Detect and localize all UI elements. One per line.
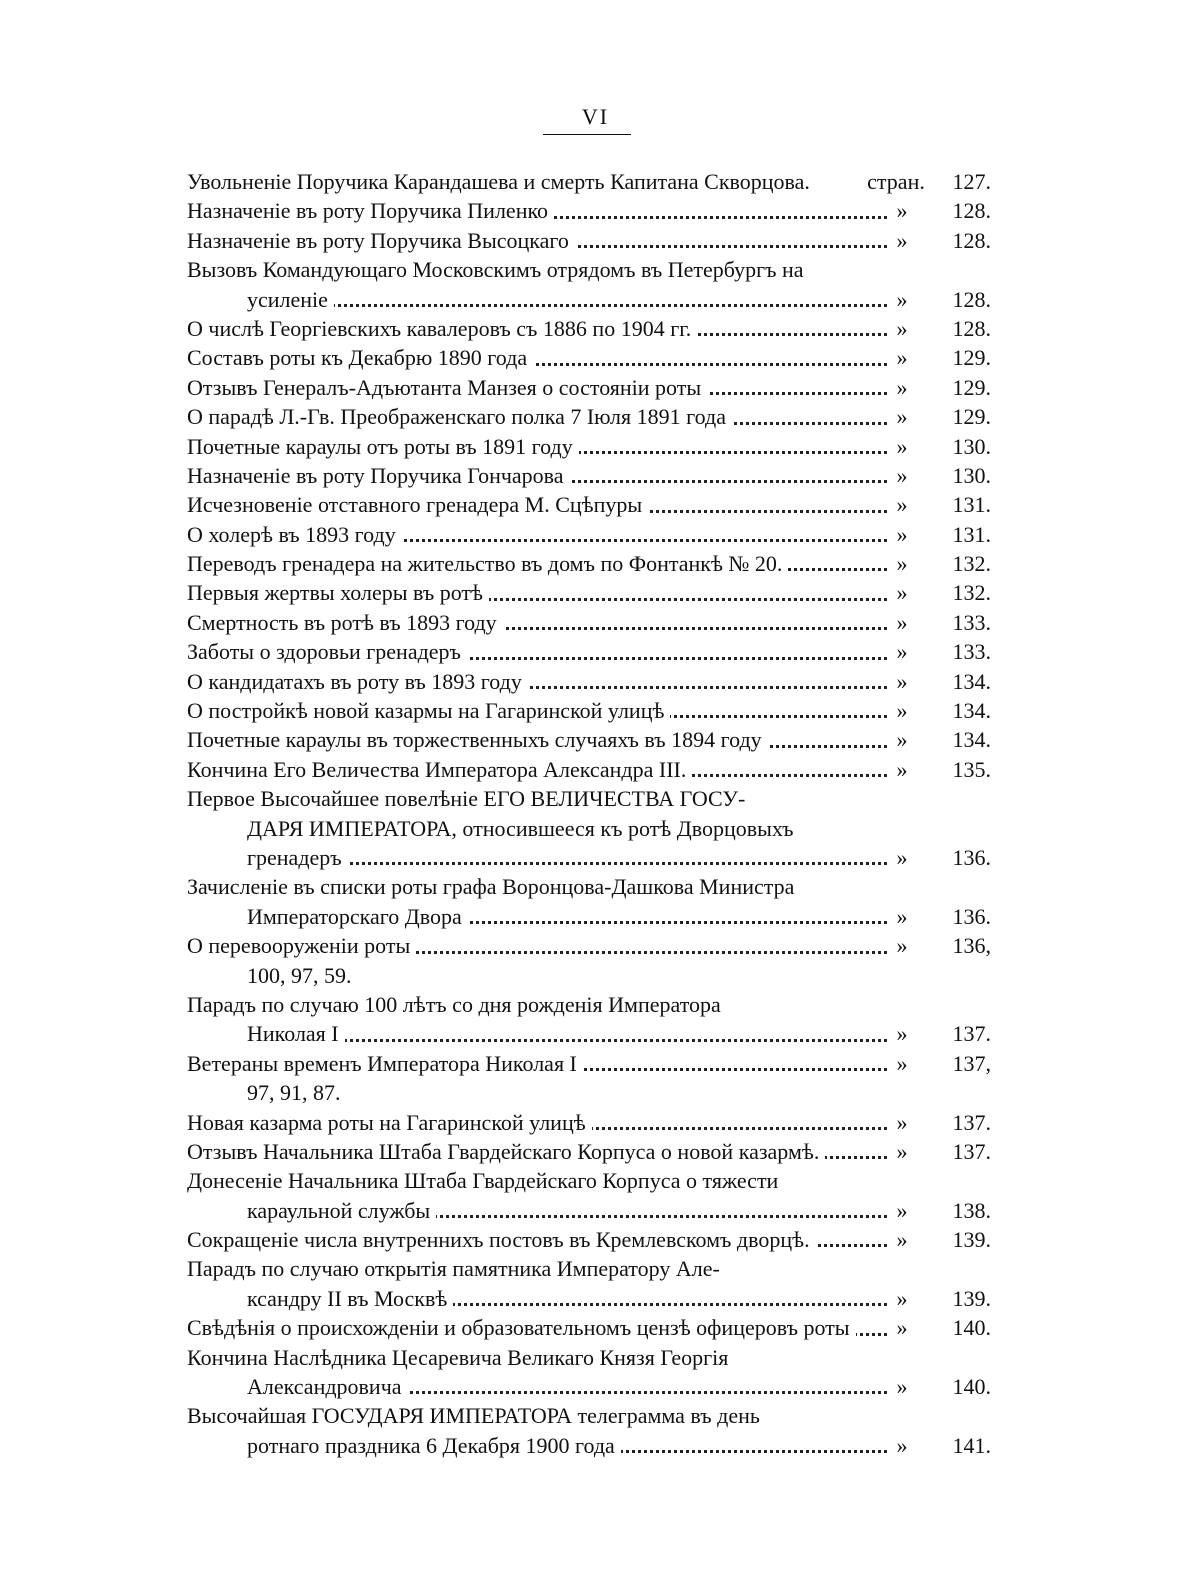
page-number: VI xyxy=(581,104,610,129)
page-reference: 128. xyxy=(952,315,991,341)
toc-entry-title: О постройкѣ новой казармы на Гагаринской улицѣ xyxy=(187,698,670,723)
table-of-contents xyxy=(187,167,1015,1460)
page-reference: 136. xyxy=(952,844,991,870)
toc-entry xyxy=(187,1313,1015,1342)
ditto-mark: » xyxy=(896,1374,908,1400)
toc-entry-title: Свѣдѣнія о происхожденіи и образовательномъ цензѣ офицеровъ роты xyxy=(187,1315,856,1340)
toc-entry-line xyxy=(187,1254,1015,1283)
page-reference: 137, xyxy=(952,1050,991,1076)
toc-entry-line xyxy=(187,814,1015,843)
toc-entry-line xyxy=(187,696,1015,725)
ditto-mark: » xyxy=(896,1138,908,1164)
toc-entry-line xyxy=(187,432,1015,461)
toc-entry-line xyxy=(187,1431,1015,1460)
page-reference: 128. xyxy=(952,227,991,253)
toc-entry-line xyxy=(187,461,1015,490)
ditto-mark: » xyxy=(896,1197,908,1223)
toc-entry-line xyxy=(187,1049,1015,1078)
toc-entry-line xyxy=(187,1284,1015,1313)
toc-entry-line xyxy=(187,1225,1015,1254)
toc-entry-title: Составъ роты къ Декабрю 1890 года xyxy=(187,345,533,370)
toc-entry-title: Отзывъ Начальника Штаба Гвардейскаго Корпуса о новой казармѣ. xyxy=(187,1139,825,1164)
toc-entry-title: Парадъ по случаю 100 лѣтъ со дня рожденія Императора xyxy=(187,992,727,1017)
ditto-mark: » xyxy=(896,198,908,224)
toc-entry xyxy=(187,167,1015,196)
page-reference: 134. xyxy=(952,698,991,724)
toc-entry-title: Новая казарма роты на Гагаринской улицѣ xyxy=(187,1110,592,1135)
toc-entry-line xyxy=(187,872,1015,901)
page-reference: 131. xyxy=(952,492,991,518)
toc-entry-line xyxy=(187,343,1015,372)
page-reference: 131. xyxy=(952,521,991,547)
toc-entry-title: Высочайшая ГОСУДАРЯ ИМПЕРАТОРА телеграмма въ день xyxy=(187,1403,766,1428)
toc-entry-line xyxy=(187,1196,1015,1225)
toc-entry-title: Заботы о здоровьи гренадеръ xyxy=(187,639,467,664)
toc-entry-title: Назначеніе въ роту Поручика Высоцкаго xyxy=(187,228,575,253)
toc-entry-line xyxy=(187,1019,1015,1048)
toc-entry xyxy=(187,1108,1015,1137)
toc-entry-line xyxy=(187,902,1015,931)
toc-entry xyxy=(187,226,1015,255)
ditto-mark: » xyxy=(896,374,908,400)
toc-entry-line xyxy=(187,226,1015,255)
page-reference: 127. xyxy=(952,169,991,194)
page-reference: 138. xyxy=(952,1197,991,1223)
toc-entry-title: Исчезновеніе отставного гренадера М. Сцѣпуры xyxy=(187,492,648,517)
ditto-mark: » xyxy=(896,727,908,753)
toc-entry xyxy=(187,549,1015,578)
page-reference: 129. xyxy=(952,404,991,430)
toc-entry-line xyxy=(187,1108,1015,1137)
toc-entry-title: Первыя жертвы холеры въ ротѣ xyxy=(187,580,489,605)
ditto-mark: » xyxy=(896,1021,908,1047)
ditto-mark: » xyxy=(896,1227,908,1253)
toc-entry-title: Александровича xyxy=(247,1374,408,1399)
toc-entry-line xyxy=(187,1313,1015,1342)
ditto-mark: » xyxy=(896,1109,908,1135)
page-reference: 137. xyxy=(952,1109,991,1135)
toc-entry-title: Кончина Наслѣдника Цесаревича Великаго Князя Георгія xyxy=(187,1345,734,1370)
page-reference: 130. xyxy=(952,433,991,459)
toc-entry xyxy=(187,490,1015,519)
page-reference: 136. xyxy=(952,903,991,929)
toc-entry xyxy=(187,373,1015,402)
toc-entry-title: О числѣ Георгіевскихъ кавалеровъ съ 1886 по 1904 гг. xyxy=(187,316,697,341)
toc-entry-line xyxy=(187,1401,1015,1430)
toc-entry xyxy=(187,1343,1015,1402)
toc-entry-title: О перевооруженіи роты xyxy=(187,933,416,958)
toc-entry xyxy=(187,402,1015,431)
page-reference: 134. xyxy=(952,727,991,753)
toc-entry-line xyxy=(187,314,1015,343)
page-reference: 134. xyxy=(952,668,991,694)
page-reference: 137. xyxy=(952,1138,991,1164)
ditto-mark: » xyxy=(896,639,908,665)
toc-entry-line xyxy=(187,490,1015,519)
ditto-mark: » xyxy=(896,580,908,606)
ditto-mark: » xyxy=(896,756,908,782)
toc-entry-line xyxy=(187,1137,1015,1166)
toc-entry xyxy=(187,667,1015,696)
toc-entry xyxy=(187,1166,1015,1225)
page-reference: 132. xyxy=(952,551,991,577)
toc-entry-title: ксандру II въ Москвѣ xyxy=(247,1286,453,1311)
toc-entry xyxy=(187,314,1015,343)
toc-entry-line xyxy=(187,520,1015,549)
toc-entry xyxy=(187,1049,1015,1108)
toc-entry xyxy=(187,872,1015,931)
toc-entry-title: Сокращеніе числа внутреннихъ постовъ въ Кремлевскомъ дворцѣ. xyxy=(187,1227,816,1252)
page-reference: 133. xyxy=(952,639,991,665)
toc-entry xyxy=(187,343,1015,372)
toc-entry xyxy=(187,520,1015,549)
toc-entry-line xyxy=(187,755,1015,784)
toc-entry-title: Назначеніе въ роту Поручика Пиленко xyxy=(187,198,554,223)
ditto-mark: стран. xyxy=(867,169,925,194)
page-reference: 135. xyxy=(952,756,991,782)
toc-entry-title: Николая I xyxy=(247,1021,345,1046)
ditto-mark: » xyxy=(896,903,908,929)
toc-entry-line xyxy=(187,637,1015,666)
toc-entry-title: Вызовъ Командующаго Московскимъ отрядомъ въ Петербургъ на xyxy=(187,257,810,282)
toc-entry-title: Донесеніе Начальника Штаба Гвардейскаго Корпуса о тяжести xyxy=(187,1168,784,1193)
page-reference: 129. xyxy=(952,345,991,371)
page-reference: 139. xyxy=(952,1227,991,1253)
ditto-mark: » xyxy=(896,286,908,312)
ditto-mark: » xyxy=(896,492,908,518)
toc-entry-line xyxy=(187,931,1015,960)
page-reference: 139. xyxy=(952,1285,991,1311)
toc-entry xyxy=(187,432,1015,461)
toc-entry xyxy=(187,1401,1015,1460)
toc-entry-line xyxy=(187,1372,1015,1401)
additional-pages: 100, 97, 59. xyxy=(247,962,352,988)
toc-entry xyxy=(187,196,1015,225)
page-reference: 140. xyxy=(952,1315,991,1341)
toc-entry-line xyxy=(187,990,1015,1019)
toc-entry xyxy=(187,1254,1015,1313)
toc-entry xyxy=(187,755,1015,784)
toc-entry-title: Почетные караулы въ торжественныхъ случаяхъ въ 1894 году xyxy=(187,727,768,752)
toc-entry xyxy=(187,696,1015,725)
toc-entry xyxy=(187,1225,1015,1254)
toc-entry-line xyxy=(187,578,1015,607)
toc-entry-line xyxy=(187,373,1015,402)
toc-entry xyxy=(187,578,1015,607)
toc-entry-title: Парадъ по случаю открытія памятника Императору Але- xyxy=(187,1256,726,1281)
ditto-mark: » xyxy=(896,521,908,547)
toc-entry-line xyxy=(187,1343,1015,1372)
toc-entry-line xyxy=(187,608,1015,637)
toc-entry-line xyxy=(187,667,1015,696)
toc-entry-title: Зачисленіе въ списки роты графа Воронцова-Дашкова Министра xyxy=(187,874,800,899)
toc-entry xyxy=(187,784,1015,872)
page-reference: 130. xyxy=(952,462,991,488)
toc-entry-line xyxy=(187,549,1015,578)
dot-leader xyxy=(247,304,887,307)
toc-entry-line xyxy=(187,402,1015,431)
toc-entry-title: Ветераны временъ Императора Николая I xyxy=(187,1051,583,1076)
toc-entry-title: Императорскаго Двора xyxy=(247,904,468,929)
toc-entry-line xyxy=(187,843,1015,872)
toc-entry-title: О холерѣ въ 1893 году xyxy=(187,522,402,547)
ditto-mark: » xyxy=(896,1315,908,1341)
page-reference: 137. xyxy=(952,1021,991,1047)
toc-entry-line xyxy=(187,784,1015,813)
ditto-mark: » xyxy=(896,609,908,635)
ditto-mark: » xyxy=(896,668,908,694)
toc-entry xyxy=(187,461,1015,490)
ditto-mark: » xyxy=(896,551,908,577)
ditto-mark: » xyxy=(896,433,908,459)
ditto-mark: » xyxy=(896,844,908,870)
toc-entry-title: Первое Высочайшее повелѣніе ЕГО ВЕЛИЧЕСТВА ГОСУ- xyxy=(187,786,751,811)
toc-entry-title: Почетные караулы отъ роты въ 1891 году xyxy=(187,434,579,459)
toc-entry-title: Отзывъ Генералъ-Адъютанта Манзея о состояніи роты xyxy=(187,375,707,400)
ditto-mark: » xyxy=(896,933,908,959)
page-reference: 128. xyxy=(952,198,991,224)
ditto-mark: » xyxy=(896,462,908,488)
toc-entry xyxy=(187,637,1015,666)
toc-entry xyxy=(187,990,1015,1049)
toc-entry-line xyxy=(187,167,1015,196)
ditto-mark: » xyxy=(896,404,908,430)
page-reference: 129. xyxy=(952,374,991,400)
toc-entry-title: ротнаго праздника 6 Декабря 1900 года xyxy=(247,1433,621,1458)
toc-entry xyxy=(187,608,1015,637)
page-reference: 132. xyxy=(952,580,991,606)
toc-entry xyxy=(187,931,1015,990)
toc-entry-title: Назначеніе въ роту Поручика Гончарова xyxy=(187,463,570,488)
toc-entry-title: ДАРЯ ИМПЕРАТОРА, относившееся къ ротѣ Дворцовыхъ xyxy=(247,816,799,841)
toc-entry-title: О парадѣ Л.-Гв. Преображенскаго полка 7 Іюля 1891 года xyxy=(187,404,732,429)
toc-entry-title: Смертность въ ротѣ въ 1893 году xyxy=(187,610,503,635)
page-reference: 140. xyxy=(952,1374,991,1400)
toc-entry-title: Увольненіе Поручика Карандашева и смерть Капитана Скворцова. xyxy=(187,169,816,194)
ditto-mark: » xyxy=(896,1285,908,1311)
page-reference: 128. xyxy=(952,286,991,312)
toc-entry xyxy=(187,1137,1015,1166)
toc-entry-title: усиленіе xyxy=(247,287,334,312)
ditto-mark: » xyxy=(896,345,908,371)
toc-entry-title: Кончина Его Величества Императора Александра III. xyxy=(187,757,692,782)
ditto-mark: » xyxy=(896,1432,908,1458)
additional-pages: 97, 91, 87. xyxy=(247,1080,341,1106)
toc-entry-line xyxy=(187,255,1015,284)
page-reference: 136, xyxy=(952,933,991,959)
page-reference: 133. xyxy=(952,609,991,635)
toc-entry-line xyxy=(187,196,1015,225)
ditto-mark: » xyxy=(896,227,908,253)
toc-entry-title: Переводъ гренадера на жительство въ домъ по Фонтанкѣ № 20. xyxy=(187,551,788,576)
toc-entry-line xyxy=(187,285,1015,314)
header-rule xyxy=(543,134,631,135)
toc-entry-title: гренадеръ xyxy=(247,845,348,870)
ditto-mark: » xyxy=(896,315,908,341)
page-reference: 141. xyxy=(952,1432,991,1458)
toc-entry xyxy=(187,725,1015,754)
toc-entry-line xyxy=(187,725,1015,754)
toc-entry-line xyxy=(187,1166,1015,1195)
ditto-mark: » xyxy=(896,1050,908,1076)
ditto-mark: » xyxy=(896,698,908,724)
toc-entry xyxy=(187,255,1015,314)
toc-entry-title: караульной службы xyxy=(247,1198,436,1223)
toc-entry-title: О кандидатахъ въ роту въ 1893 году xyxy=(187,669,528,694)
